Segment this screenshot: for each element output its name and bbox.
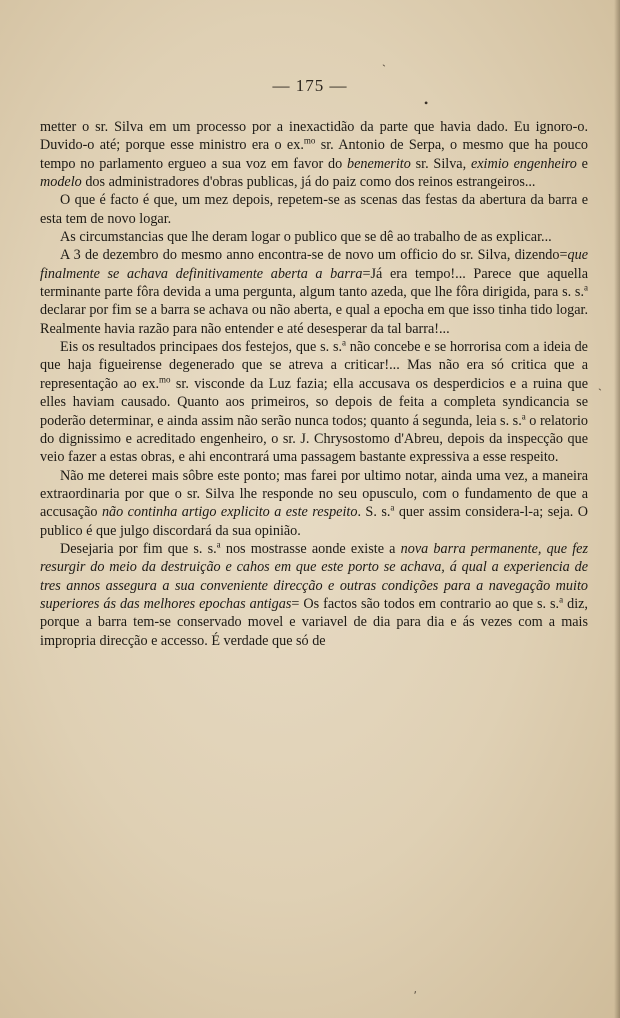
italic-phrase: benemerito: [346, 155, 411, 172]
paragraph: [40, 228, 588, 246]
text-run: sr. visconde da Luz fazia; ella accusava os desperdicios e a ruina que elles haviam causado. Quanto aos primeiros, so depois de feita a completa syndicancia se poderão determinar, e ainda assim não serão nunca todos; quanto á segunda, leia s. s.: [40, 375, 588, 429]
text-run: Eis os resultados principaes dos festejos, que s. s.: [60, 339, 343, 356]
text-run: O que é facto é que, um mez depois, repetem-se as scenas das festas da abertura da barra e esta tem de novo logar.: [40, 192, 588, 227]
speck-mark: ʹ: [414, 988, 417, 1002]
paragraph: [40, 191, 588, 228]
text-run: A 3 de dezembro do mesmo anno encontra-se de novo um officio do sr. Silva, dizendo=: [60, 247, 568, 264]
text-run: quer assim considera-l-a; seja. O publico é que julgo discordará da sua opinião.: [40, 504, 588, 539]
paragraph: [40, 338, 588, 466]
italic-phrase: não continha artigo explicito a este respeito: [101, 504, 358, 521]
italic-phrase: nova barra permanente, que fez resurgir do meio da destruição e cahos em que este porto se achava, á qual a experiencia de tres annos assegura a sua conveniente direcção e outras condições para a navegação muito superiores ás das melhores epochas antigas: [40, 540, 588, 612]
speck-mark: ˋ: [598, 386, 602, 400]
paragraph: [40, 118, 588, 191]
paragraph: [40, 467, 588, 540]
paragraph: [40, 246, 588, 338]
superscript: a: [342, 337, 347, 348]
text-run: = Os factos são todos em contrario ao que s. s.: [291, 595, 560, 612]
superscript: mo: [303, 135, 316, 146]
text-run: sr. Silva,: [410, 155, 471, 172]
superscript: a: [559, 594, 564, 605]
superscript: a: [521, 410, 526, 421]
text-run: Desejaria por fim que s. s.: [60, 540, 217, 557]
speck-mark: •: [424, 96, 429, 110]
page-number: — 175 —: [272, 76, 348, 95]
text-run: As circumstancias que lhe deram logar o publico que se dê ao trabalho de as explicar...: [60, 229, 552, 246]
italic-phrase: que finalmente se achava definitivamente aberta a barra: [40, 247, 588, 282]
superscript: a: [390, 502, 395, 513]
text-run: Não me deterei mais sôbre este ponto; mas farei por ultimo notar, ainda uma vez, a maneira extraordinaria por que o sr. Silva lhe responde no seu opusculo, com o fundamento de que a accusação: [40, 467, 588, 521]
text-run: e: [576, 155, 588, 172]
italic-phrase: eximio engenheiro: [470, 155, 577, 172]
superscript: mo: [159, 374, 171, 385]
italic-phrase: modelo: [40, 174, 82, 191]
text-run: sr. Antonio de Serpa, o mesmo que ha pouco tempo no parlamento ergueo a sua voz em favor do: [40, 137, 588, 172]
text-run: não concebe e se horrorisa com a ideia de que haja figueirense degenerado que se atreva a criticar!... Mas não era só critica que a representação ao ex.: [40, 339, 588, 392]
text-run: metter o sr. Silva em um processo por a inexactidão da parte que havia dado. Eu ignoro-o. Duvido-o até; porque esse ministro era o ex.: [40, 119, 588, 154]
text-run: . S. s.: [357, 504, 391, 521]
body-text: [40, 118, 588, 650]
speck-mark: ˋ: [382, 62, 386, 76]
superscript: a: [584, 282, 588, 293]
superscript: a: [216, 539, 221, 550]
text-run: declarar por fim se a barra se achava ou não aberta, e qual a epocha em que isso tinha tido logar. Realmente havia razão para não entender e até desesperar da tal barra!...: [40, 302, 588, 337]
text-run: o relatorio do dignissimo e acreditado engenheiro, o sr. J. Chrysostomo d'Abreu, depois da inspecção que veio fazer a estas obras, e ahi encontrará uma passagem bastante expressiva a esse respeito.: [40, 412, 589, 466]
text-run: =Já era tempo!... Parece que aquella terminante parte fôra devida a uma pergunta, algum tanto azeda, que lhe fôra dirigida, para s. s.: [40, 265, 588, 301]
text-run: nos mostrasse aonde existe a: [220, 540, 401, 557]
text-run: diz, porque a barra tem-se conservado movel e variavel de dia para dia e ás vezes com a mais impropria direcção e accesso. É verdade que só de: [40, 595, 588, 649]
paragraph: [40, 540, 588, 650]
text-run: dos administradores d'obras publicas, já do paiz como dos reinos estrangeiros...: [81, 174, 536, 191]
